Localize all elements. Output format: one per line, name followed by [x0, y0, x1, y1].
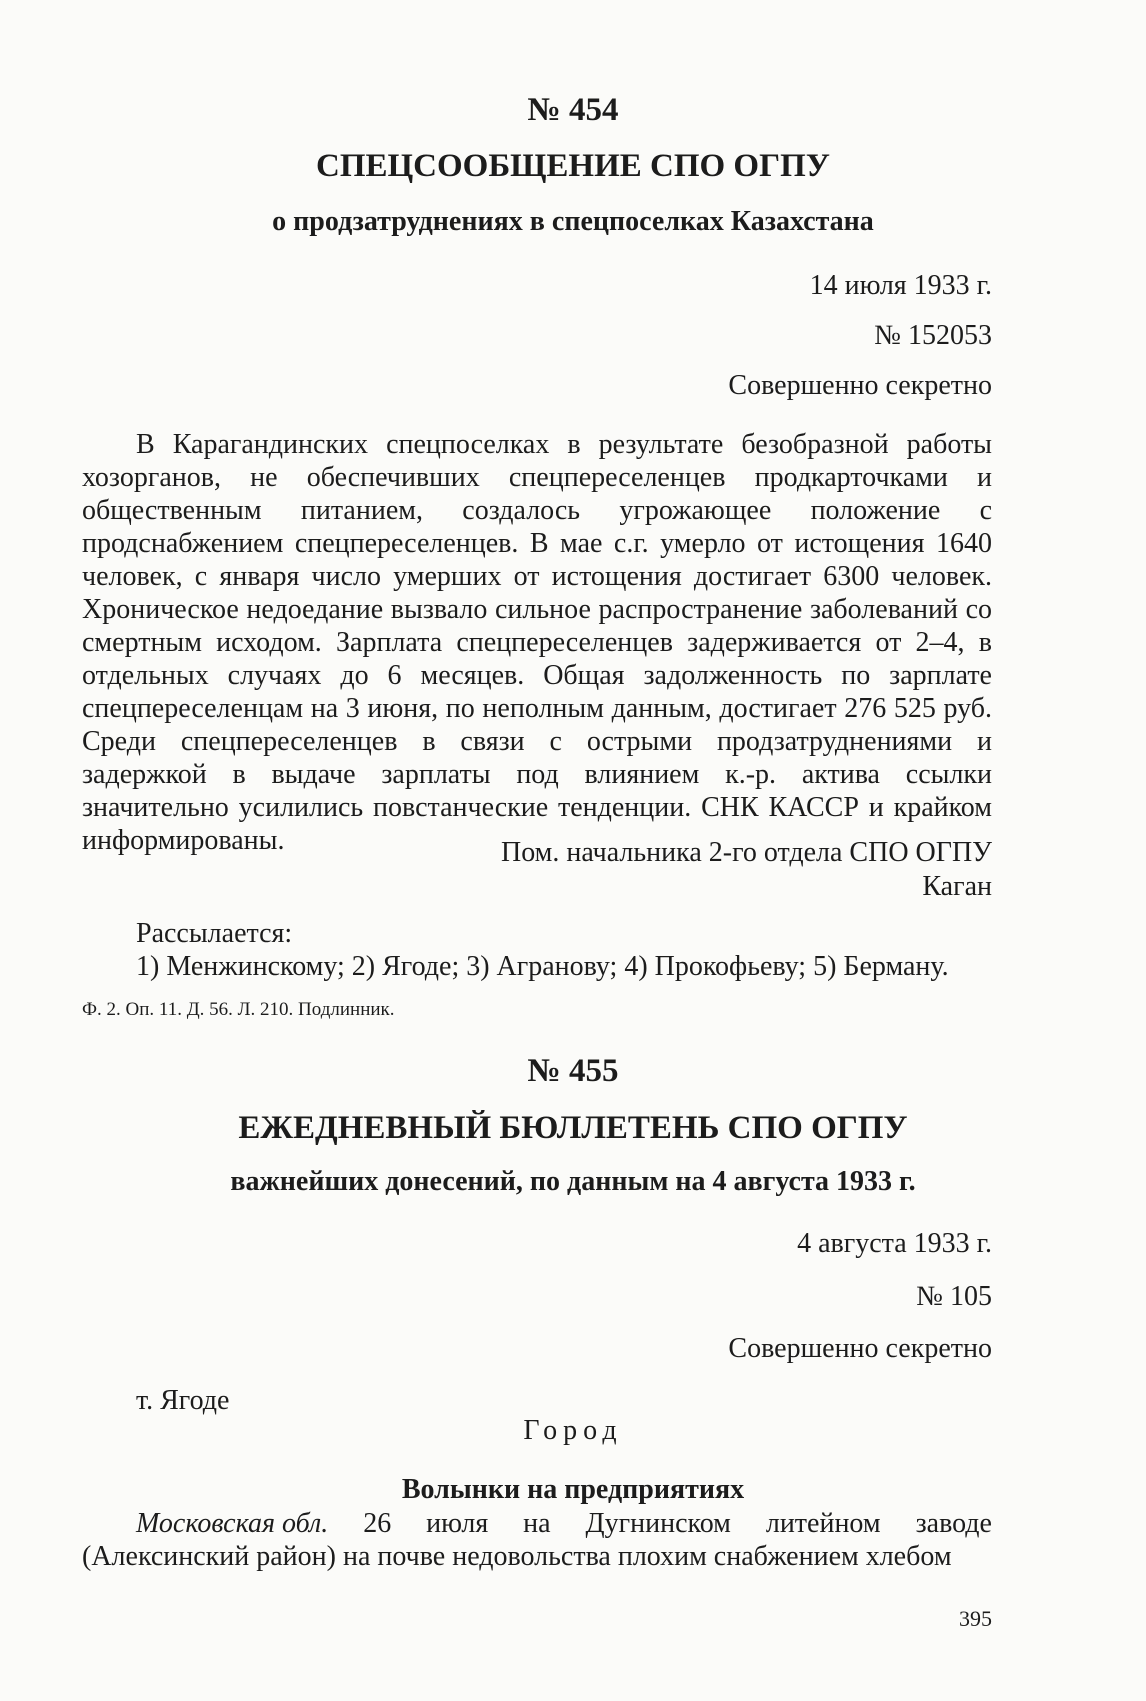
line1-word: на	[523, 1508, 551, 1539]
doc455-reg-number: № 105	[916, 1281, 992, 1312]
doc455-section-heading: Город	[523, 1415, 623, 1446]
doc454-subtitle: о продзатруднениях в спецпоселках Казахстана	[272, 206, 874, 237]
doc455-classification: Совершенно секретно	[728, 1333, 992, 1364]
line1-word: литейном	[765, 1508, 881, 1539]
doc455-body-line-2: (Алексинский район) на почве недовольства плохим снабжением хлебом	[82, 1541, 952, 1572]
doc454-body	[82, 428, 992, 857]
doc454-distribution-label: Рассылается:	[136, 918, 293, 949]
doc455-number: № 455	[527, 1053, 619, 1089]
doc454-classification: Совершенно секретно	[728, 370, 992, 401]
doc454-body-paragraph: В Карагандинских спецпоселках в результате безобразной работы хозорганов, не обеспечивших спецпереселенцев продкарточками и общественным питанием, создалось угрожающее положение с продснабжением спецпереселенцев. В мае с.г. умерло от истощения 1640 человек, с января число умерших от истощения достигает 6300 человек. Хроническое недоедание вызвало сильное распространение заболеваний со смертным исходом. Зарплата спецпереселенцев задерживается от 2–4, в отдельных случаях до 6 месяцев. Общая задолженность по зарплате спецпереселенцам на 3 июня, по неполным данным, достигает 276 525 руб. Среди спецпереселенцев в связи с острыми продзатруднениями и задержкой в выдаче зарплаты под влиянием к.-р. актива ссылки значительно усилились повстанческие тенденции. СНК КАССР и крайком информированы.	[82, 429, 992, 856]
doc455-body-line-1	[136, 1508, 992, 1540]
doc454-reg-number: № 152053	[874, 320, 992, 351]
doc455-date: 4 августа 1933 г.	[797, 1228, 992, 1259]
line1-word: Дугнинском	[585, 1508, 731, 1539]
doc454-archive-ref: Ф. 2. Оп. 11. Д. 56. Л. 210. Подлинник.	[82, 999, 395, 1020]
line1-word: заводе	[915, 1508, 992, 1539]
doc455-subtitle: важнейших донесений, по данным на 4 августа 1933 г.	[230, 1166, 916, 1197]
page-number: 395	[959, 1606, 992, 1631]
doc454-number: № 454	[527, 92, 619, 128]
line1-word: июля	[426, 1508, 489, 1539]
doc454-title: СПЕЦСООБЩЕНИЕ СПО ОГПУ	[316, 148, 830, 184]
doc454-signature-position: Пом. начальника 2-го отдела СПО ОГПУ	[500, 837, 992, 868]
doc454-signature-name: Каган	[922, 871, 992, 902]
doc455-addressee: т. Ягоде	[136, 1385, 230, 1416]
doc455-region: Московская обл.	[136, 1508, 329, 1539]
doc455-title: ЕЖЕДНЕВНЫЙ БЮЛЛЕТЕНЬ СПО ОГПУ	[238, 1110, 908, 1146]
doc454-distribution-list: 1) Менжинскому; 2) Ягоде; 3) Агранову; 4) Прокофьеву; 5) Берману.	[136, 951, 949, 982]
doc455-subsection-heading: Волынки на предприятиях	[401, 1474, 745, 1505]
line1-word: 26	[363, 1508, 392, 1539]
doc454-date: 14 июля 1933 г.	[809, 270, 992, 301]
